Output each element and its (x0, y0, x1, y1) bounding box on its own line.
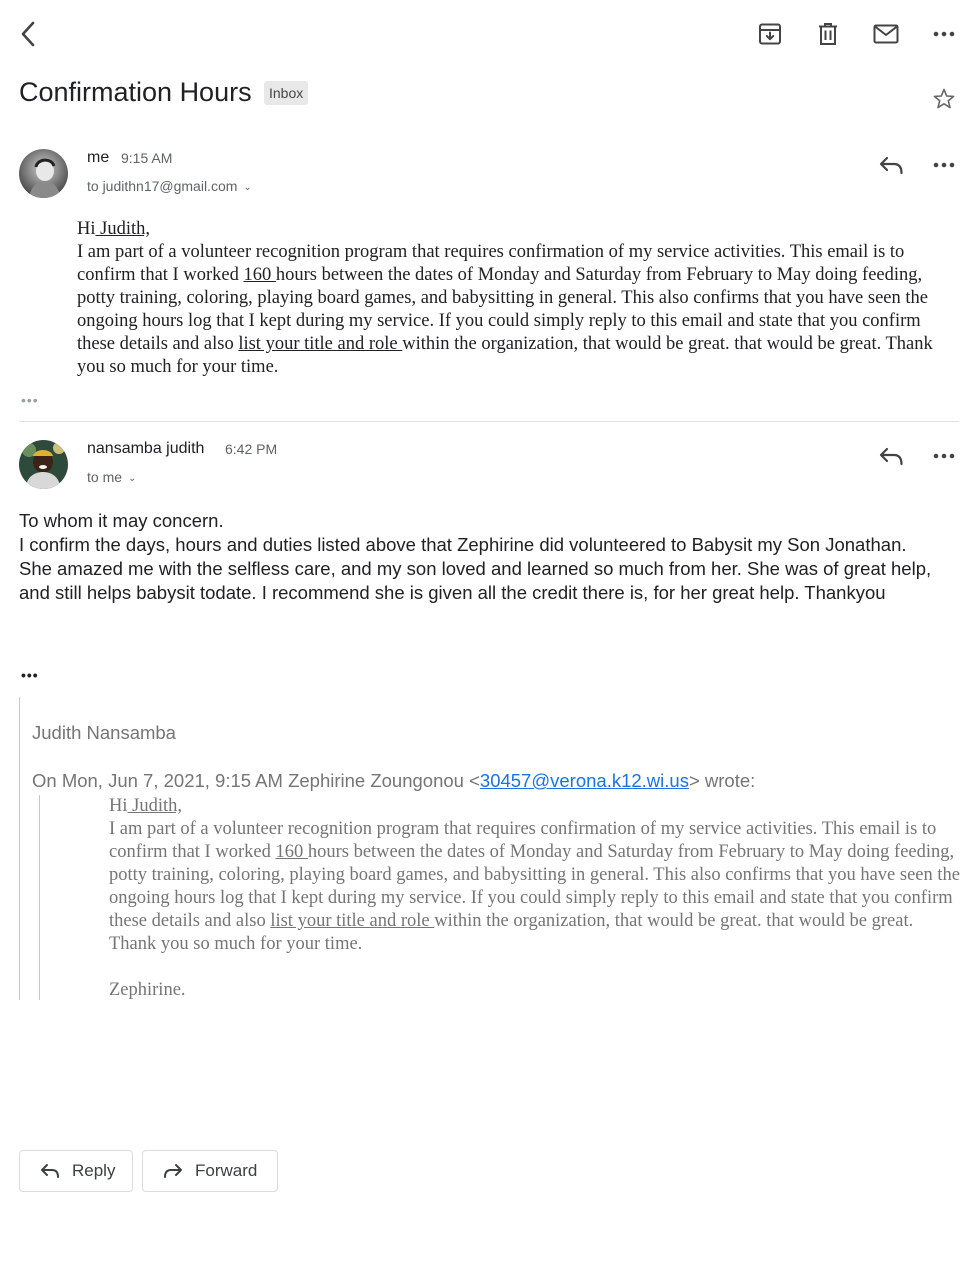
title-role-phrase: list your title and role (270, 911, 435, 931)
hours-value: 160 (243, 265, 276, 285)
forward-label: Forward (195, 1161, 258, 1180)
archive-button[interactable] (754, 18, 786, 50)
body-paragraph (77, 241, 959, 379)
reply-label: Reply (72, 1161, 116, 1180)
sender-avatar-me[interactable] (19, 149, 68, 198)
message-body (19, 509, 939, 605)
chevron-down-icon: ⌄ (128, 473, 137, 484)
more-horizontal-icon (933, 453, 955, 459)
sender-avatar-judith[interactable] (19, 440, 68, 489)
sender-name: me (87, 149, 110, 166)
attribution-text: On Mon, Jun 7, 2021, 9:15 AM Zephirine Zoungonou < (32, 770, 480, 791)
forward-icon (163, 1163, 183, 1179)
reply-button[interactable] (875, 149, 907, 181)
recipient-details-toggle[interactable] (87, 176, 252, 198)
star-outline-icon (932, 87, 956, 111)
more-horizontal-icon (933, 31, 955, 37)
more-options-button[interactable] (928, 18, 960, 50)
recipient-details-toggle[interactable] (87, 467, 136, 489)
forward-action-button[interactable] (142, 1150, 278, 1192)
sender-name: nansamba judith (87, 440, 205, 457)
greeting (77, 218, 959, 241)
attribution-text: > wrote: (688, 770, 756, 791)
body-text: hours between the dates of Monday and Saturday from February to May doing feeding, potty training, coloring, playing board games, and babysitting in general. This also confirms that you have seen the ongoing hours log that I kept during my service. If you could simply reply to this email and state that you confirm these details and also (109, 842, 960, 931)
message-divider (19, 421, 959, 422)
inbox-label-badge[interactable]: Inbox (264, 81, 308, 105)
greeting-prefix: Hi (109, 796, 128, 816)
recipient-text: to me (87, 469, 123, 485)
reply-button[interactable] (875, 440, 907, 472)
title-role-phrase: list your title and role (238, 334, 403, 354)
body-line: To whom it may concern. (19, 510, 224, 531)
show-quoted-text-button[interactable]: ••• (21, 667, 39, 683)
sender-email-link[interactable]: 30457@verona.k12.wi.us (479, 770, 689, 791)
message-body (77, 218, 959, 379)
reply-action-button[interactable] (19, 1150, 133, 1192)
delete-button[interactable] (812, 18, 844, 50)
quote-bar-outer (19, 697, 20, 1000)
back-button[interactable] (12, 18, 44, 50)
quoted-message-body (109, 795, 961, 1002)
show-trimmed-content-button[interactable]: ••• (21, 392, 39, 408)
body-line: I confirm the days, hours and duties listed above that Zephirine did volunteered to Babysit my Son Jonathan. (19, 534, 907, 555)
more-horizontal-icon (933, 162, 955, 168)
blank-line (109, 956, 961, 979)
quote-bar-inner (39, 795, 40, 1000)
email-subject: Confirmation Hours (19, 77, 252, 107)
mark-unread-button[interactable] (869, 18, 903, 50)
body-line: She amazed me with the selfless care, and my son loved and learned so much from her. She was of great help, and still helps babysit todate. I recommend she is given all the credit there is, for her great help. Thankyou (19, 558, 932, 603)
greeting-name: Judith, (95, 219, 150, 239)
trash-icon (817, 22, 839, 46)
body-text: within the organization, that would be great. that would be great. Thank you so much for your time. (77, 334, 933, 377)
body-paragraph (109, 818, 961, 956)
body-text: I am part of a volunteer recognition program that requires confirmation of my service activities. This email is to confirm that I worked (77, 242, 905, 285)
body-text: I am part of a volunteer recognition program that requires confirmation of my service activities. This email is to confirm that I worked (109, 819, 937, 862)
message-more-button[interactable] (928, 440, 960, 472)
reply-icon (40, 1163, 60, 1179)
reply-icon (878, 446, 904, 466)
greeting-prefix: Hi (77, 219, 96, 239)
reply-icon (878, 155, 904, 175)
message-more-button[interactable] (928, 149, 960, 181)
star-button[interactable] (928, 83, 960, 115)
greeting-name: Judith, (127, 796, 182, 816)
body-text: hours between the dates of Monday and Saturday from February to May doing feeding, potty training, coloring, playing board games, and babysitting in general. This also confirms that you have seen the ongoing hours log that I kept during my service. If you could simply reply to this email and state that you confirm these details and also (77, 265, 928, 354)
arrow-left-icon (20, 21, 36, 47)
message-time: 9:15 AM (121, 150, 173, 166)
quoted-attribution (32, 769, 755, 793)
archive-icon (758, 22, 782, 46)
hours-value: 160 (275, 842, 308, 862)
mail-icon (873, 24, 899, 44)
sign-off: Zephirine. (109, 980, 186, 1000)
message-time: 6:42 PM (225, 441, 278, 457)
quoted-signature: Judith Nansamba (32, 722, 176, 743)
chevron-down-icon: ⌄ (243, 182, 252, 193)
greeting (109, 795, 961, 818)
body-text: within the organization, that would be great. that would be great. Thank you so much for your time. (109, 911, 914, 954)
recipient-text: to judithn17@gmail.com (87, 178, 238, 194)
